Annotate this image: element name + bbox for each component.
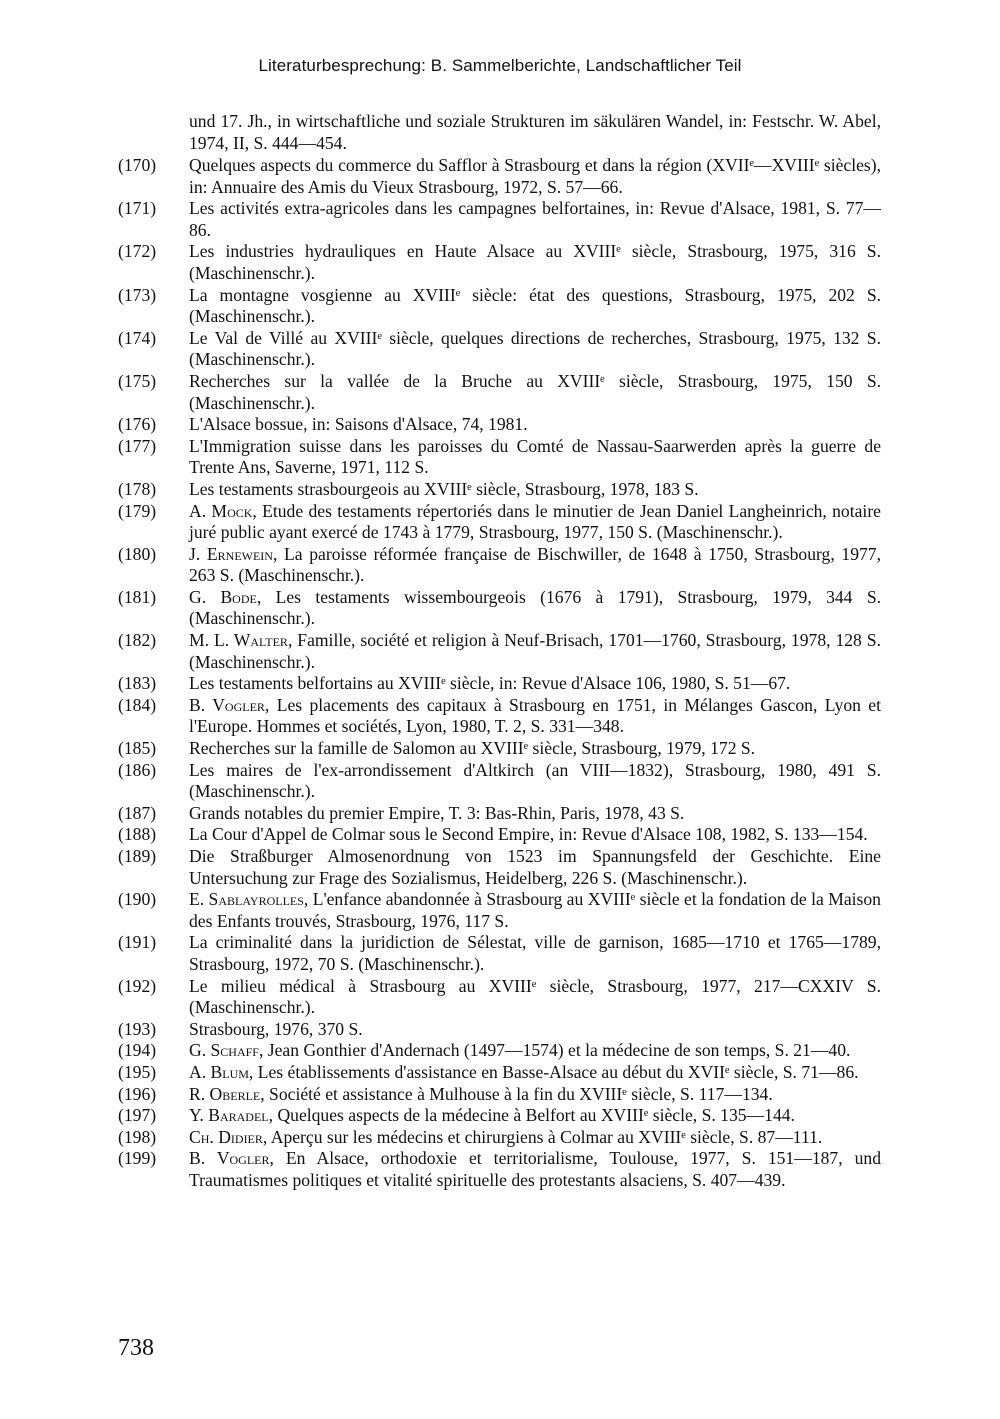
- bibliography-entry: [0, 932, 881, 975]
- entry-text: Recherches sur la vallée de la Bruche au XVIIIᵉ siècle, Strasbourg, 1975, 150 S. (Maschinenschr.).: [189, 370, 881, 413]
- entry-text: Les testaments strasbourgeois au XVIIIᵉ siècle, Strasbourg, 1978, 183 S.: [189, 478, 699, 499]
- entry-number: (194): [118, 1040, 157, 1061]
- entry-text: , Famille, société et religion à Neuf-Brisach, 1701—1760, Strasbourg, 1978, 128 S. (Maschinenschr.).: [189, 630, 881, 672]
- entry-number: (179): [118, 500, 157, 521]
- running-head: Literaturbesprechung: B. Sammelberichte, Landschaftlicher Teil: [258, 56, 742, 75]
- entry-number: (176): [118, 414, 157, 435]
- entry-text: Le Val de Villé au XVIIIᵉ siècle, quelques directions de recherches, Strasbourg, 1975, 132 S. (Maschinenschr.).: [189, 327, 881, 370]
- entry-author: J. Ernewein: [189, 543, 273, 564]
- bibliography-entry: [0, 371, 881, 414]
- bibliography-entry: [0, 436, 881, 479]
- entry-author: B. Vogler: [189, 694, 265, 715]
- entry-number: (180): [118, 543, 157, 564]
- entry-author: Ch. Didier: [189, 1126, 263, 1147]
- bibliography-entry: [0, 803, 881, 825]
- entry-text: Recherches sur la famille de Salomon au XVIIIᵉ siècle, Strasbourg, 1979, 172 S.: [189, 738, 756, 759]
- entry-number: (173): [118, 284, 157, 305]
- bibliography-entry: [0, 328, 881, 371]
- bibliography-entry: [0, 824, 881, 846]
- entry-number: (172): [118, 241, 157, 262]
- entry-text: , L'enfance abandonnée à Strasbourg au XVIIIᵉ siècle et la fondation de la Maison des Enfants trouvés, Strasbourg, 1976, 117 S.: [189, 889, 881, 931]
- entry-text: , Etude des testaments répertoriés dans le minutier de Jean Daniel Langheinrich, notaire juré public ayant exercé de 1743 à 1779, Strasbourg, 1977, 150 S. (Maschinenschr.).: [189, 500, 881, 543]
- entry-text: Quelques aspects du commerce du Safflor à Strasbourg et dans la région (XVIIᵉ—XVIIIᵉ siècles), in: Annuaire des Amis du Vieux Strasbourg, 1972, S. 57—66.: [189, 155, 881, 197]
- entry-text: La montagne vosgienne au XVIIIᵉ siècle: état des questions, Strasbourg, 1975, 202 S. (Maschinenschr.).: [189, 284, 881, 327]
- entry-text: L'Immigration suisse dans les paroisses du Comté de Nassau-Saarwerden après la guerre de Trente Ans, Saverne, 1971, 112 S.: [189, 435, 881, 478]
- entry-text: Le milieu médical à Strasbourg au XVIIIᵉ siècle, Strasbourg, 1977, 217—CXXIV S. (Maschinenschr.).: [189, 975, 881, 1018]
- entry-text: , Aperçu sur les médecins et chirurgiens à Colmar au XVIIIᵉ siècle, S. 87—111.: [262, 1126, 823, 1147]
- entry-number: (170): [118, 155, 157, 175]
- entry-author: E. Sablayrolles: [189, 889, 304, 910]
- entry-text: Die Straßburger Almosenordnung von 1523 im Spannungsfeld der Geschichte. Eine Untersuchung zur Frage des Sozialismus, Heidelberg, 226 S. (Maschinenschr.).: [189, 846, 881, 888]
- bibliography-entry: [0, 1148, 881, 1191]
- entry-author: G. Schaff: [189, 1040, 259, 1061]
- entry-number: (188): [118, 824, 157, 845]
- entry-author: M. L. Walter: [189, 630, 288, 651]
- continuation-text: und 17. Jh., in wirtschaftliche und soziale Strukturen im säkulären Wandel, in: Festschr. W. Abel, 1974, II, S. 444—454.: [189, 111, 881, 153]
- entry-number: (187): [118, 802, 157, 823]
- page-number: 738: [118, 1335, 154, 1361]
- entry-number: (175): [118, 370, 157, 391]
- bibliography-entry: [0, 155, 881, 198]
- bibliography-entry: [0, 1127, 881, 1149]
- entry-text: La Cour d'Appel de Colmar sous le Second Empire, in: Revue d'Alsace 108, 1982, S. 133—154.: [189, 824, 868, 845]
- entry-number: (185): [118, 738, 157, 759]
- bibliography-entry: [0, 1105, 881, 1127]
- entry-author: Y. Baradel: [189, 1105, 269, 1126]
- entry-text: Les activités extra-agricoles dans les campagnes belfortaines, in: Revue d'Alsace, 1981, S. 77—86.: [189, 198, 881, 240]
- bibliography-entry: [0, 673, 881, 695]
- bibliography-entry: [0, 1019, 881, 1041]
- entry-number: (193): [118, 1018, 157, 1039]
- bibliography-entry: [0, 630, 881, 673]
- entry-author: A. Blum: [189, 1061, 249, 1082]
- bibliography-entry: [0, 889, 881, 932]
- entry-author: A. Mock: [189, 500, 253, 521]
- entry-text: , En Alsace, orthodoxie et territorialisme, Toulouse, 1977, S. 151—187, und Traumatismes politiques et vitalité spirituelle des protestants alsaciens, S. 407—439.: [189, 1148, 882, 1190]
- bibliography-list: [0, 155, 1000, 1192]
- entry-text: Grands notables du premier Empire, T. 3: Bas-Rhin, Paris, 1978, 43 S.: [189, 802, 685, 823]
- bibliography-entry: [0, 479, 881, 501]
- entry-number: (190): [118, 889, 157, 910]
- entry-number: (174): [118, 327, 157, 348]
- bibliography-entry: [0, 501, 881, 544]
- bibliography-entry: [0, 695, 881, 738]
- entry-text: , La paroisse réformée française de Bischwiller, de 1648 à 1750, Strasbourg, 1977, 263 S. (Maschinenschr.).: [189, 543, 881, 586]
- entry-text: La criminalité dans la juridiction de Sélestat, ville de garnison, 1685—1710 et 1765—1789, Strasbourg, 1972, 70 S. (Maschinenschr.).: [189, 932, 881, 974]
- entry-text: , Jean Gonthier d'Andernach (1497—1574) et la médecine de son temps, S. 21—40.: [258, 1040, 851, 1061]
- entry-text: , Les établissements d'assistance en Basse-Alsace au début du XVIIᵉ siècle, S. 71—86.: [248, 1061, 859, 1082]
- entry-number: (196): [118, 1083, 157, 1104]
- entry-number: (171): [118, 198, 157, 219]
- entry-number: (181): [118, 586, 157, 607]
- entry-text: L'Alsace bossue, in: Saisons d'Alsace, 74, 1981.: [189, 414, 528, 435]
- entry-text: , Les placements des capitaux à Strasbourg en 1751, in Mélanges Gascon, Lyon et l'Europe. Hommes et sociétés, Lyon, 1980, T. 2, S. 331—348.: [189, 694, 881, 737]
- bibliography-entry: [0, 544, 881, 587]
- bibliography-entry: [0, 760, 881, 803]
- bibliography-entry: [0, 1062, 881, 1084]
- entry-number: (197): [118, 1105, 157, 1126]
- entry-author: G. Bode: [189, 586, 257, 607]
- entry-number: (184): [118, 694, 157, 715]
- bibliography-entry: [0, 738, 881, 760]
- bibliography-entry: [0, 1040, 881, 1062]
- entry-author: R. Oberle: [189, 1083, 261, 1104]
- bibliography-entry: [0, 241, 881, 284]
- entry-number: (189): [118, 846, 157, 866]
- bibliography-entry: [0, 587, 881, 630]
- entry-number: (186): [118, 759, 157, 780]
- entry-text: , Société et assistance à Mulhouse à la fin du XVIIIᵉ siècle, S. 117—134.: [260, 1083, 773, 1104]
- entry-text: Les maires de l'ex-arrondissement d'Altkirch (an VIII—1832), Strasbourg, 1980, 491 S. (Maschinenschr.).: [189, 759, 881, 802]
- bibliography-entry: [0, 976, 881, 1019]
- entry-number: (192): [118, 975, 157, 996]
- entry-text: , Les testaments wissembourgeois (1676 à 1791), Strasbourg, 1979, 344 S. (Maschinenschr.).: [189, 586, 881, 629]
- entry-text: Les industries hydrauliques en Haute Alsace au XVIIIᵉ siècle, Strasbourg, 1975, 316 S. (Maschinenschr.).: [189, 241, 881, 283]
- bibliography-entry: [0, 414, 881, 436]
- entry-text: Les testaments belfortains au XVIIIᵉ siècle, in: Revue d'Alsace 106, 1980, S. 51—67.: [189, 673, 791, 694]
- entry-number: (177): [118, 435, 157, 456]
- entry-author: B. Vogler: [189, 1148, 270, 1169]
- entry-number: (198): [118, 1126, 157, 1147]
- entry-number: (191): [118, 932, 157, 953]
- entry-number: (182): [118, 630, 157, 651]
- bibliography-entry: [0, 1084, 881, 1106]
- bibliography-entry: [0, 285, 881, 328]
- bibliography-entry: [0, 846, 881, 889]
- bibliography-entry: [0, 198, 881, 241]
- entry-number: (178): [118, 478, 157, 499]
- entry-number: (183): [118, 673, 157, 694]
- entry-text: , Quelques aspects de la médecine à Belfort au XVIIIᵉ siècle, S. 135—144.: [268, 1105, 795, 1126]
- entry-text: Strasbourg, 1976, 370 S.: [189, 1018, 363, 1039]
- entry-number: (195): [118, 1061, 157, 1082]
- entry-number: (199): [118, 1148, 157, 1169]
